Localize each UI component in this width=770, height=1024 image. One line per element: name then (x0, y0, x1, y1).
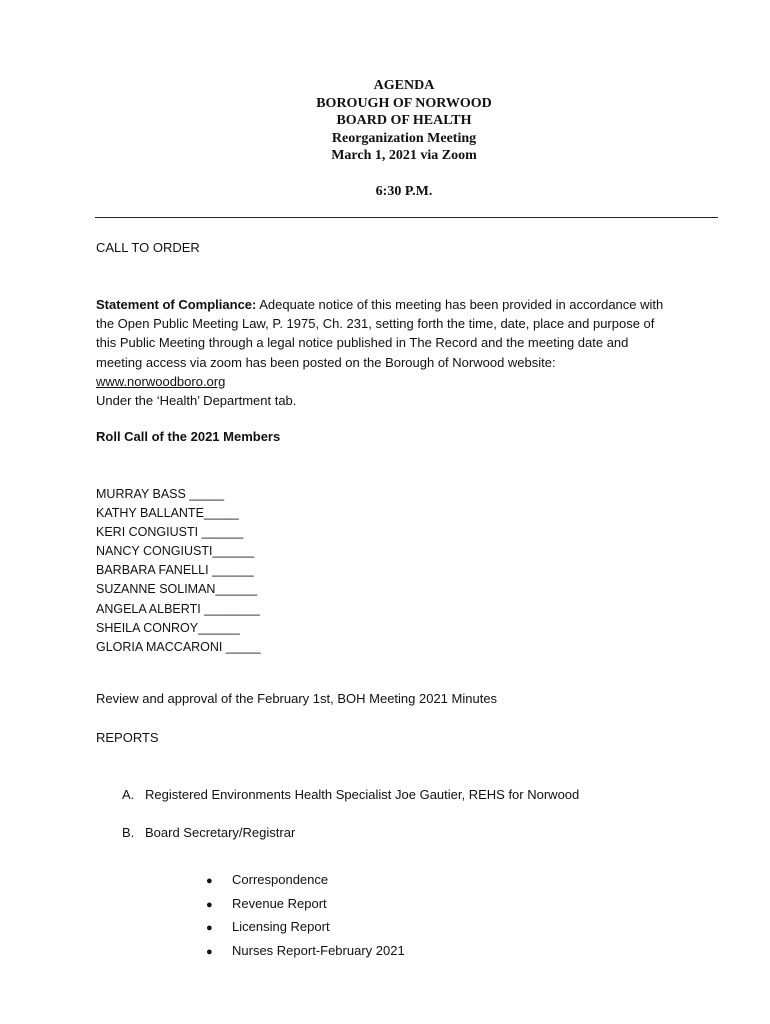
department-tab-note: Under the ‘Health’ Department tab. (96, 393, 297, 409)
bullet-icon: ● (206, 875, 213, 887)
compliance-line-3: this Public Meeting through a legal notice published in The Record and the meeting date and (96, 335, 629, 351)
roll-call-title: Roll Call of the 2021 Members (96, 429, 281, 444)
member-item: ANGELA ALBERTI ________ (96, 601, 260, 616)
report-item-b (122, 825, 295, 840)
list-item: ● Revenue Report (206, 893, 405, 917)
agenda-header (0, 77, 770, 165)
minutes-review: Review and approval of the February 1st, BOH Meeting 2021 Minutes (96, 691, 498, 706)
report-item-a (122, 787, 579, 802)
member-item: SUZANNE SOLIMAN______ (96, 582, 258, 597)
member-list (96, 485, 261, 657)
compliance-line-1: Adequate notice of this meeting has been provided in accordance with (259, 297, 664, 312)
header-line-date: March 1, 2021 via Zoom (331, 148, 477, 164)
report-marker: B. (122, 825, 135, 840)
member-item: KERI CONGIUSTI ______ (96, 525, 244, 540)
compliance-statement (96, 295, 716, 410)
header-line-agenda: AGENDA (373, 78, 435, 93)
member-item: BARBARA FANELLI ______ (96, 563, 254, 578)
member-item: MURRAY BASS _____ (96, 487, 225, 501)
header-divider (95, 217, 718, 218)
call-to-order: CALL TO ORDER (96, 240, 200, 255)
report-marker: A. (122, 787, 135, 802)
compliance-line-2: the Open Public Meeting Law, P. 1975, Ch. 231, setting forth the time, date, place and purpose of (96, 316, 655, 332)
member-item: NANCY CONGIUSTI______ (96, 544, 255, 559)
list-item: ● Licensing Report (206, 916, 405, 940)
report-text: Board Secretary/Registrar (145, 825, 296, 840)
list-item: ● Correspondence (206, 869, 405, 893)
member-item: KATHY BALLANTE_____ (96, 506, 239, 521)
meeting-time: 6:30 P.M. (375, 184, 433, 199)
member-item: GLORIA MACCARONI _____ (96, 639, 261, 654)
report-text: Registered Environments Health Specialist Joe Gautier, REHS for Norwood (145, 787, 580, 802)
bullet-icon: ● (206, 898, 213, 911)
member-item: SHEILA CONROY______ (96, 620, 240, 635)
compliance-label: Statement of Compliance: (96, 297, 257, 312)
reports-title: REPORTS (96, 730, 159, 745)
secretary-sub-items (206, 869, 405, 963)
header-line-board: BOARD OF HEALTH (336, 113, 472, 129)
bullet-icon: ● (206, 922, 213, 934)
bullet-icon: ● (206, 945, 213, 958)
borough-website-link[interactable]: www.norwoodboro.org (96, 373, 226, 389)
header-line-meeting-type: Reorganization Meeting (331, 130, 477, 146)
compliance-line-4: meeting access via zoom has been posted on the Borough of Norwood website: (96, 354, 556, 370)
header-line-borough: BOROUGH OF NORWOOD (316, 95, 492, 111)
list-item: ● Nurses Report-February 2021 (206, 940, 405, 964)
